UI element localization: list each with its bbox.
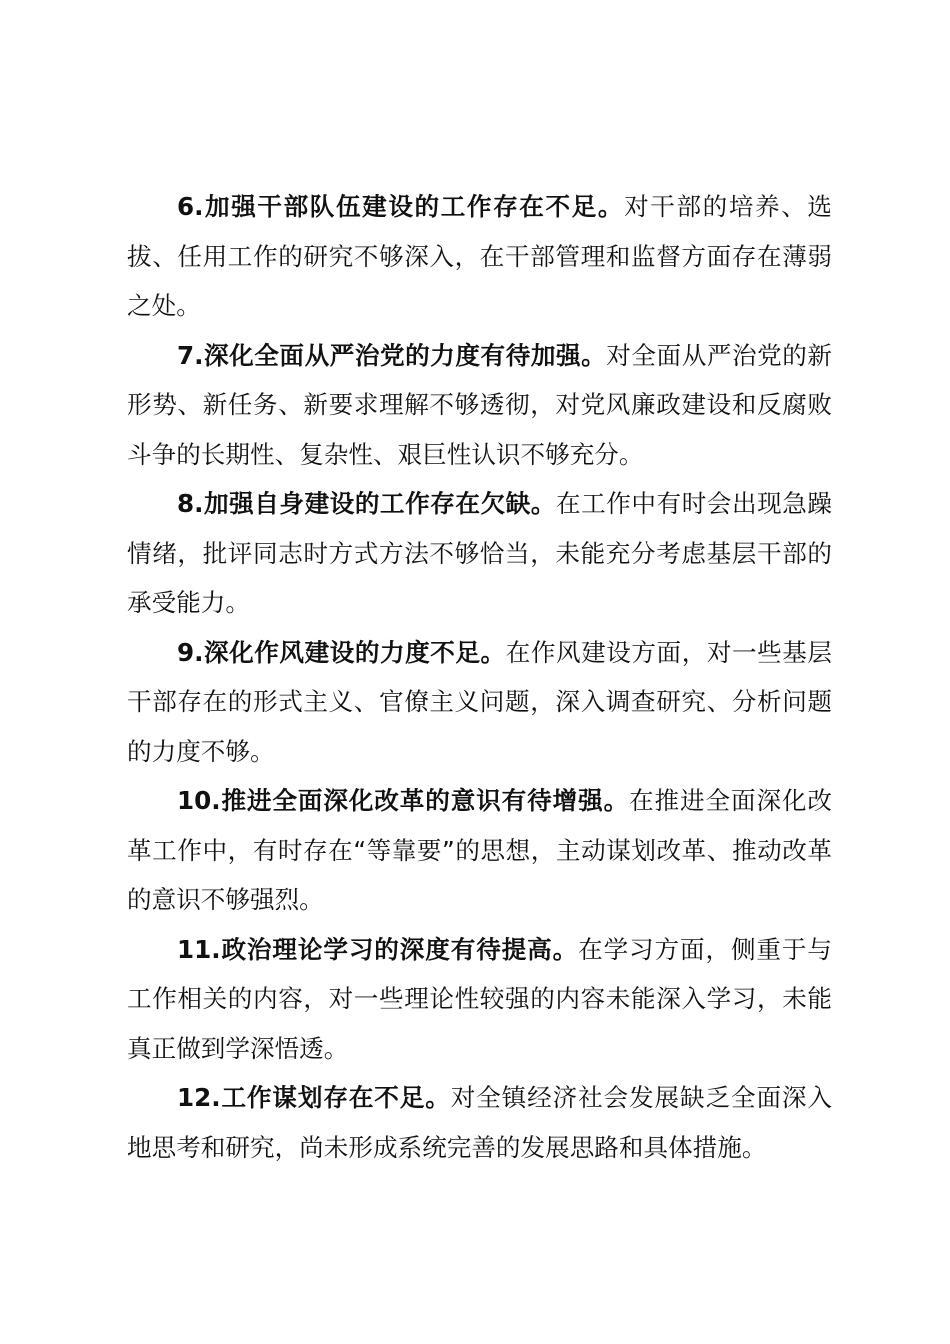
paragraph-heading: 7.深化全面从严治党的力度有待加强。 xyxy=(177,340,607,370)
paragraph-heading: 9.深化作风建设的力度不足。 xyxy=(177,637,506,667)
paragraph-text: 对干部的培养、选拔、任用工作的研究不够深入，在干部管理和监督方面存在薄弱之处。 xyxy=(127,192,832,320)
paragraph-9 xyxy=(127,628,832,777)
paragraph-heading: 11.政治理论学习的深度有待提高。 xyxy=(177,934,579,964)
paragraph-text: 对全面从严治党的新形势、新任务、新要求理解不够透彻，对党风廉政建设和反腐败斗争的长期性、复杂性、艰巨性认识不够充分。 xyxy=(127,340,832,469)
paragraph-text: 在推进全面深化改革工作中，有时存在“等靠要”的思想，主动谋划改革、推动改革的意识不够强烈。 xyxy=(127,786,832,914)
paragraph-10 xyxy=(127,776,832,925)
paragraph-text: 在工作中有时会出现急躁情绪，批评同志时方式方法不够恰当，未能充分考虑基层干部的承受能力。 xyxy=(127,489,832,617)
paragraph-heading: 10.推进全面深化改革的意识有待增强。 xyxy=(177,786,630,815)
paragraph-8 xyxy=(127,479,832,628)
paragraph-text: 在学习方面，侧重于与工作相关的内容，对一些理论性较强的内容未能深入学习，未能真正做到学深悟透。 xyxy=(127,934,832,1063)
paragraph-heading: 8.加强自身建设的工作存在欠缺。 xyxy=(177,489,556,518)
document-body xyxy=(127,182,832,1172)
paragraph-12 xyxy=(127,1073,832,1172)
paragraph-6 xyxy=(127,182,832,331)
paragraph-text: 对全镇经济社会发展缺乏全面深入地思考和研究，尚未形成系统完善的发展思路和具体措施。 xyxy=(127,1083,832,1162)
paragraph-11 xyxy=(127,925,832,1074)
paragraph-7 xyxy=(127,331,832,480)
paragraph-text: 在作风建设方面，对一些基层干部存在的形式主义、官僚主义问题，深入调查研究、分析问题的力度不够。 xyxy=(127,637,832,766)
paragraph-heading: 12.工作谋划存在不足。 xyxy=(177,1083,451,1112)
paragraph-heading: 6.加强干部队伍建设的工作存在不足。 xyxy=(177,192,625,221)
